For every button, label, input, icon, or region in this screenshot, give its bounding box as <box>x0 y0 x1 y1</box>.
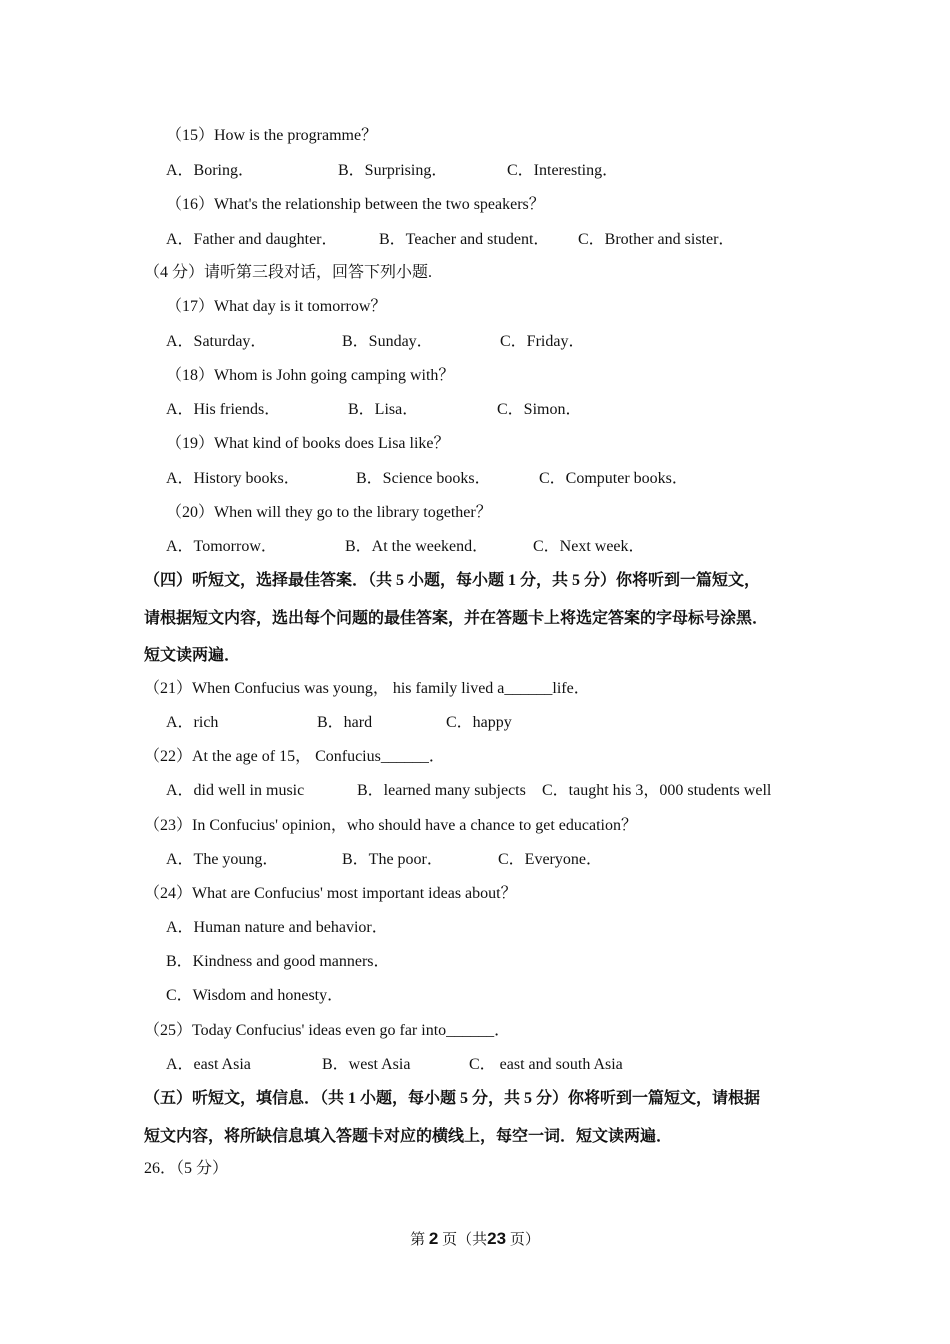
footer-page-number: 2 <box>428 1229 439 1248</box>
question-21-option-b: B．hard <box>317 714 373 731</box>
section-4-instructions-line-3: 短文读两遍． <box>144 647 241 664</box>
question-17-option-c: C．Friday． <box>500 333 585 350</box>
question-23-option-a: A．The young． <box>166 851 279 868</box>
question-16-option-a: A．Father and daughter． <box>166 231 338 248</box>
question-15-stem: （15）How is the programme？ <box>166 127 378 144</box>
question-20-option-c: C．Next week． <box>533 538 645 555</box>
question-15-option-a: A．Boring． <box>166 162 255 179</box>
question-18-option-b: B．Lisa． <box>348 401 419 418</box>
question-20-option-a: A．Tomorrow． <box>166 538 277 555</box>
question-17-option-a: A．Saturday． <box>166 333 267 350</box>
page-footer <box>0 1228 950 1249</box>
question-22-option-a: A．did well in music <box>166 782 305 799</box>
footer-suffix: 页） <box>509 1232 540 1248</box>
question-15-option-b: B．Surprising． <box>338 162 448 179</box>
question-17-stem: （17）What day is it tomorrow？ <box>166 298 387 315</box>
question-16-stem: （16）What's the relationship between the two speakers？ <box>166 196 545 213</box>
question-24-option-b: B．Kindness and good manners． <box>166 953 390 970</box>
question-16-option-c: C．Brother and sister． <box>578 231 735 248</box>
question-18-option-a: A．His friends． <box>166 401 281 418</box>
question-25-stem: （25）Today Confucius' ideas even go far into______． <box>144 1022 511 1039</box>
question-22-option-b: B．learned many subjects <box>357 782 526 799</box>
question-25-option-c: C． east and south Asia <box>469 1056 623 1073</box>
question-15-option-c: C．Interesting． <box>507 162 619 179</box>
question-21-option-a: A．rich <box>166 714 219 731</box>
question-16-option-b: B．Teacher and student． <box>379 231 550 248</box>
footer-middle: 页（共 <box>442 1232 488 1248</box>
section-4-instructions-line-1: （四）听短文，选择最佳答案．（共 5 小题，每小题 1 分，共 5 分）你将听到一篇短文， <box>144 572 761 589</box>
question-18-stem: （18）Whom is John going camping with？ <box>166 367 455 384</box>
section-5-instructions-line-1: （五）听短文，填信息．（共 1 小题，每小题 5 分，共 5 分）你将听到一篇短文，请根据 <box>144 1090 761 1107</box>
section-5-instructions-line-2: 短文内容，将所缺信息填入答题卡对应的横线上，每空一词．短文读两遍． <box>144 1128 673 1145</box>
question-22-stem: （22）At the age of 15， Confucius______． <box>144 748 445 765</box>
question-19-stem: （19）What kind of books does Lisa like？ <box>166 435 450 452</box>
question-23-stem: （23）In Confucius' opinion，who should have a chance to get education？ <box>144 817 638 834</box>
section-4-instructions-line-2: 请根据短文内容，选出每个问题的最佳答案，并在答题卡上将选定答案的字母标号涂黑． <box>144 610 769 627</box>
question-21-option-c: C．happy <box>446 714 512 731</box>
question-24-option-a: A．Human nature and behavior． <box>166 919 388 936</box>
question-25-option-a: A．east Asia <box>166 1056 251 1073</box>
question-23-option-c: C．Everyone． <box>498 851 602 868</box>
question-20-stem: （20）When will they go to the library together？ <box>166 504 492 521</box>
question-21-stem: （21）When Confucius was young， his family lived a______life． <box>144 680 590 697</box>
question-24-stem: （24）What are Confucius' most important ideas about？ <box>144 885 517 902</box>
question-22-option-c: C．taught his 3，000 students well <box>542 782 772 799</box>
question-19-option-c: C．Computer books． <box>539 470 688 487</box>
question-17-option-b: B．Sunday． <box>342 333 433 350</box>
question-23-option-b: B．The poor． <box>342 851 443 868</box>
question-24-option-c: C．Wisdom and honesty． <box>166 987 344 1004</box>
question-25-option-b: B．west Asia <box>322 1056 411 1073</box>
part-3-header: （4 分）请听第三段对话，回答下列小题. <box>144 264 433 281</box>
question-19-option-b: B．Science books． <box>356 470 491 487</box>
footer-prefix: 第 <box>410 1232 426 1248</box>
question-18-option-c: C．Simon． <box>497 401 582 418</box>
question-20-option-b: B．At the weekend． <box>345 538 489 555</box>
footer-total-pages: 23 <box>487 1229 507 1248</box>
question-19-option-a: A．History books． <box>166 470 300 487</box>
question-26-stem: 26．（5 分） <box>144 1160 229 1177</box>
